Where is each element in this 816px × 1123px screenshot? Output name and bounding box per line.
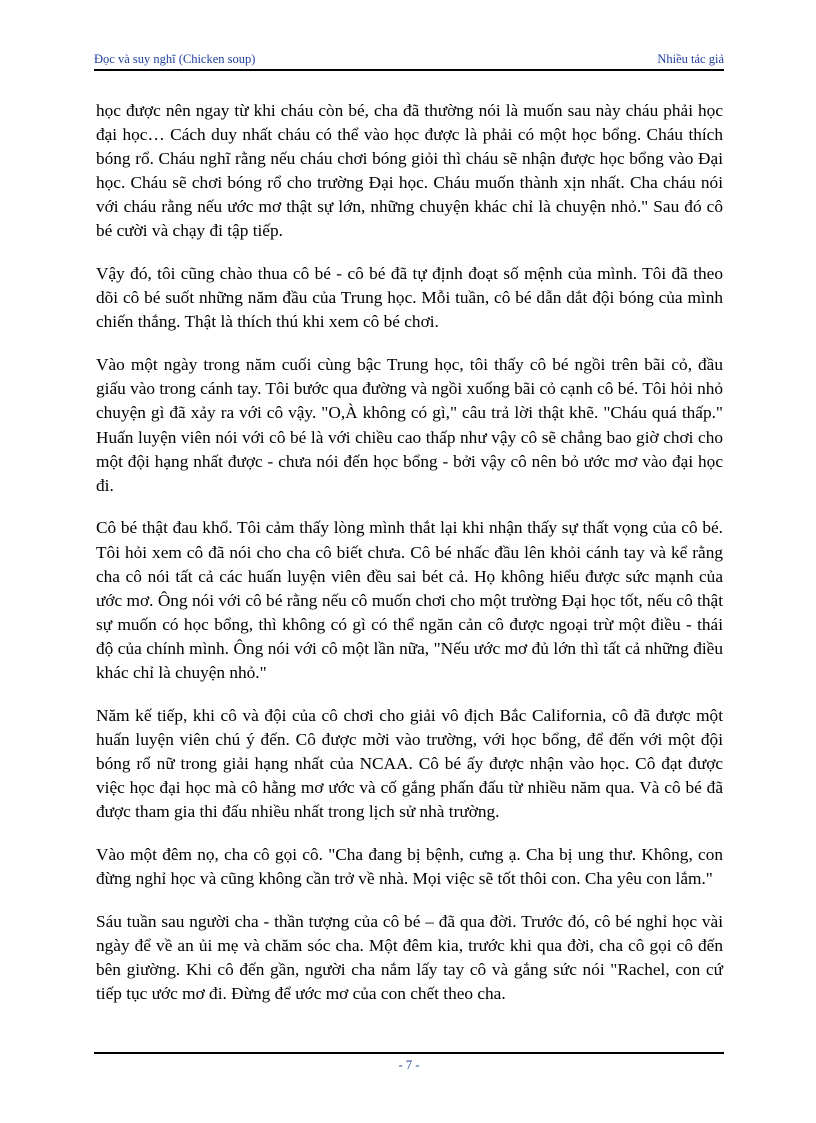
header-divider — [94, 69, 724, 71]
paragraph: Vào một ngày trong năm cuối cùng bậc Trung học, tôi thấy cô bé ngồi trên bãi cỏ, đầu giấu vào trong cánh tay. Tôi bước qua đường và ngồi xuống bãi cỏ cạnh cô bé. Tôi hỏi nhỏ chuyện gì đã xảy ra với cô vậy. "O,À không có gì," câu trả lời thật khẽ. "Cháu quá thấp." Huấn luyện viên nói với cô bé là với chiều cao thấp như vậy cô sẽ chẳng bao giờ chơi cho một đội hạng nhất được - chưa nói đến học bổng - bởi vậy cô nên bỏ ước mơ vào đại học đi. — [96, 355, 723, 495]
paragraph: Cô bé thật đau khổ. Tôi cảm thấy lòng mình thắt lại khi nhận thấy sự thất vọng của cô bé. Tôi hỏi xem cô đã nói cho cha cô biết chưa. Cô bé nhấc đầu lên khỏi cánh tay và kể rằng cha cô nói tất cả các huấn luyện viên đều sai bét cả. Họ không hiểu được sức mạnh của ước mơ. Ông nói với cô bé rằng nếu cô muốn chơi cho một trường Đại học tốt, nếu cô thật sự muốn có học bổng, thì không có gì có thể ngăn cản cô được ngoại trừ một điều - thái độ của chính mình. Ông nói với cô một lần nữa, "Nếu ước mơ đủ lớn thì tất cả những điều khác chỉ là chuyện nhỏ." — [96, 518, 723, 683]
paragraph: Vào một đêm nọ, cha cô gọi cô. "Cha đang bị bệnh, cưng ạ. Cha bị ung thư. Không, con đừng nghỉ học và cũng không cần trở về nhà. Mọi việc sẽ tốt thôi con. Cha yêu con lắm." — [96, 844, 723, 889]
paragraph: học được nên ngay từ khi cháu còn bé, cha đã thường nói là muốn sau này cháu phải học đại học… Cách duy nhất cháu có thể vào học được là phải có một học bổng. Cháu thích bóng rổ. Cháu nghĩ rằng nếu cháu chơi bóng giỏi thì cháu sẽ nhận được học bổng vào Đại học. Cháu sẽ chơi bóng rổ cho trường Đại học. Cháu muốn thành xịn nhất. Cha cháu nói với cháu rằng nếu ước mơ thật sự lớn, những chuyện khác chỉ là chuyện nhỏ." Sau đó cô bé cười và chạy đi tập tiếp. — [96, 101, 723, 241]
footer-divider — [94, 1052, 724, 1054]
paragraph: Sáu tuần sau người cha - thần tượng của cô bé – đã qua đời. Trước đó, cô bé nghỉ học vài ngày để về an ủi mẹ và chăm sóc cha. Một đêm kia, trước khi qua đời, cha cô gọi cô đến bên giường. Khi cô đến gần, người cha nắm lấy tay cô và gắng sức nói "Rachel, con cứ tiếp tục ước mơ đi. Đừng để ước mơ của con chết theo cha. — [96, 911, 723, 1004]
page-header — [94, 52, 724, 68]
book-title: Đọc và suy nghĩ (Chicken soup) — [94, 52, 256, 66]
page-number: - 7 - — [398, 1058, 420, 1072]
author-name: Nhiều tác giả — [657, 52, 724, 66]
paragraph: Vậy đó, tôi cũng chào thua cô bé - cô bé đã tự định đoạt số mệnh của mình. Tôi đã theo dõi cô bé suốt những năm đầu của Trung học. Mỗi tuần, cô bé dẫn dắt đội bóng của mình chiến thắng. Thật là thích thú khi xem cô bé chơi. — [96, 264, 723, 332]
paragraph: Năm kế tiếp, khi cô và đội của cô chơi cho giải vô địch Bắc California, cô đã được một huấn luyện viên chú ý đến. Cô được mời vào trường, với học bổng, để đến với một đội bóng rổ nữ trong giải hạng nhất của NCAA. Cô bé ấy được nhận vào học. Cô đạt được việc học đại học mà cô hằng mơ ước và cố gắng phấn đấu từ nhiều năm qua. Và cô bé đã được tham gia thi đấu nhiều nhất trong lịch sử nhà trường. — [96, 705, 723, 822]
page-body — [96, 99, 723, 1006]
